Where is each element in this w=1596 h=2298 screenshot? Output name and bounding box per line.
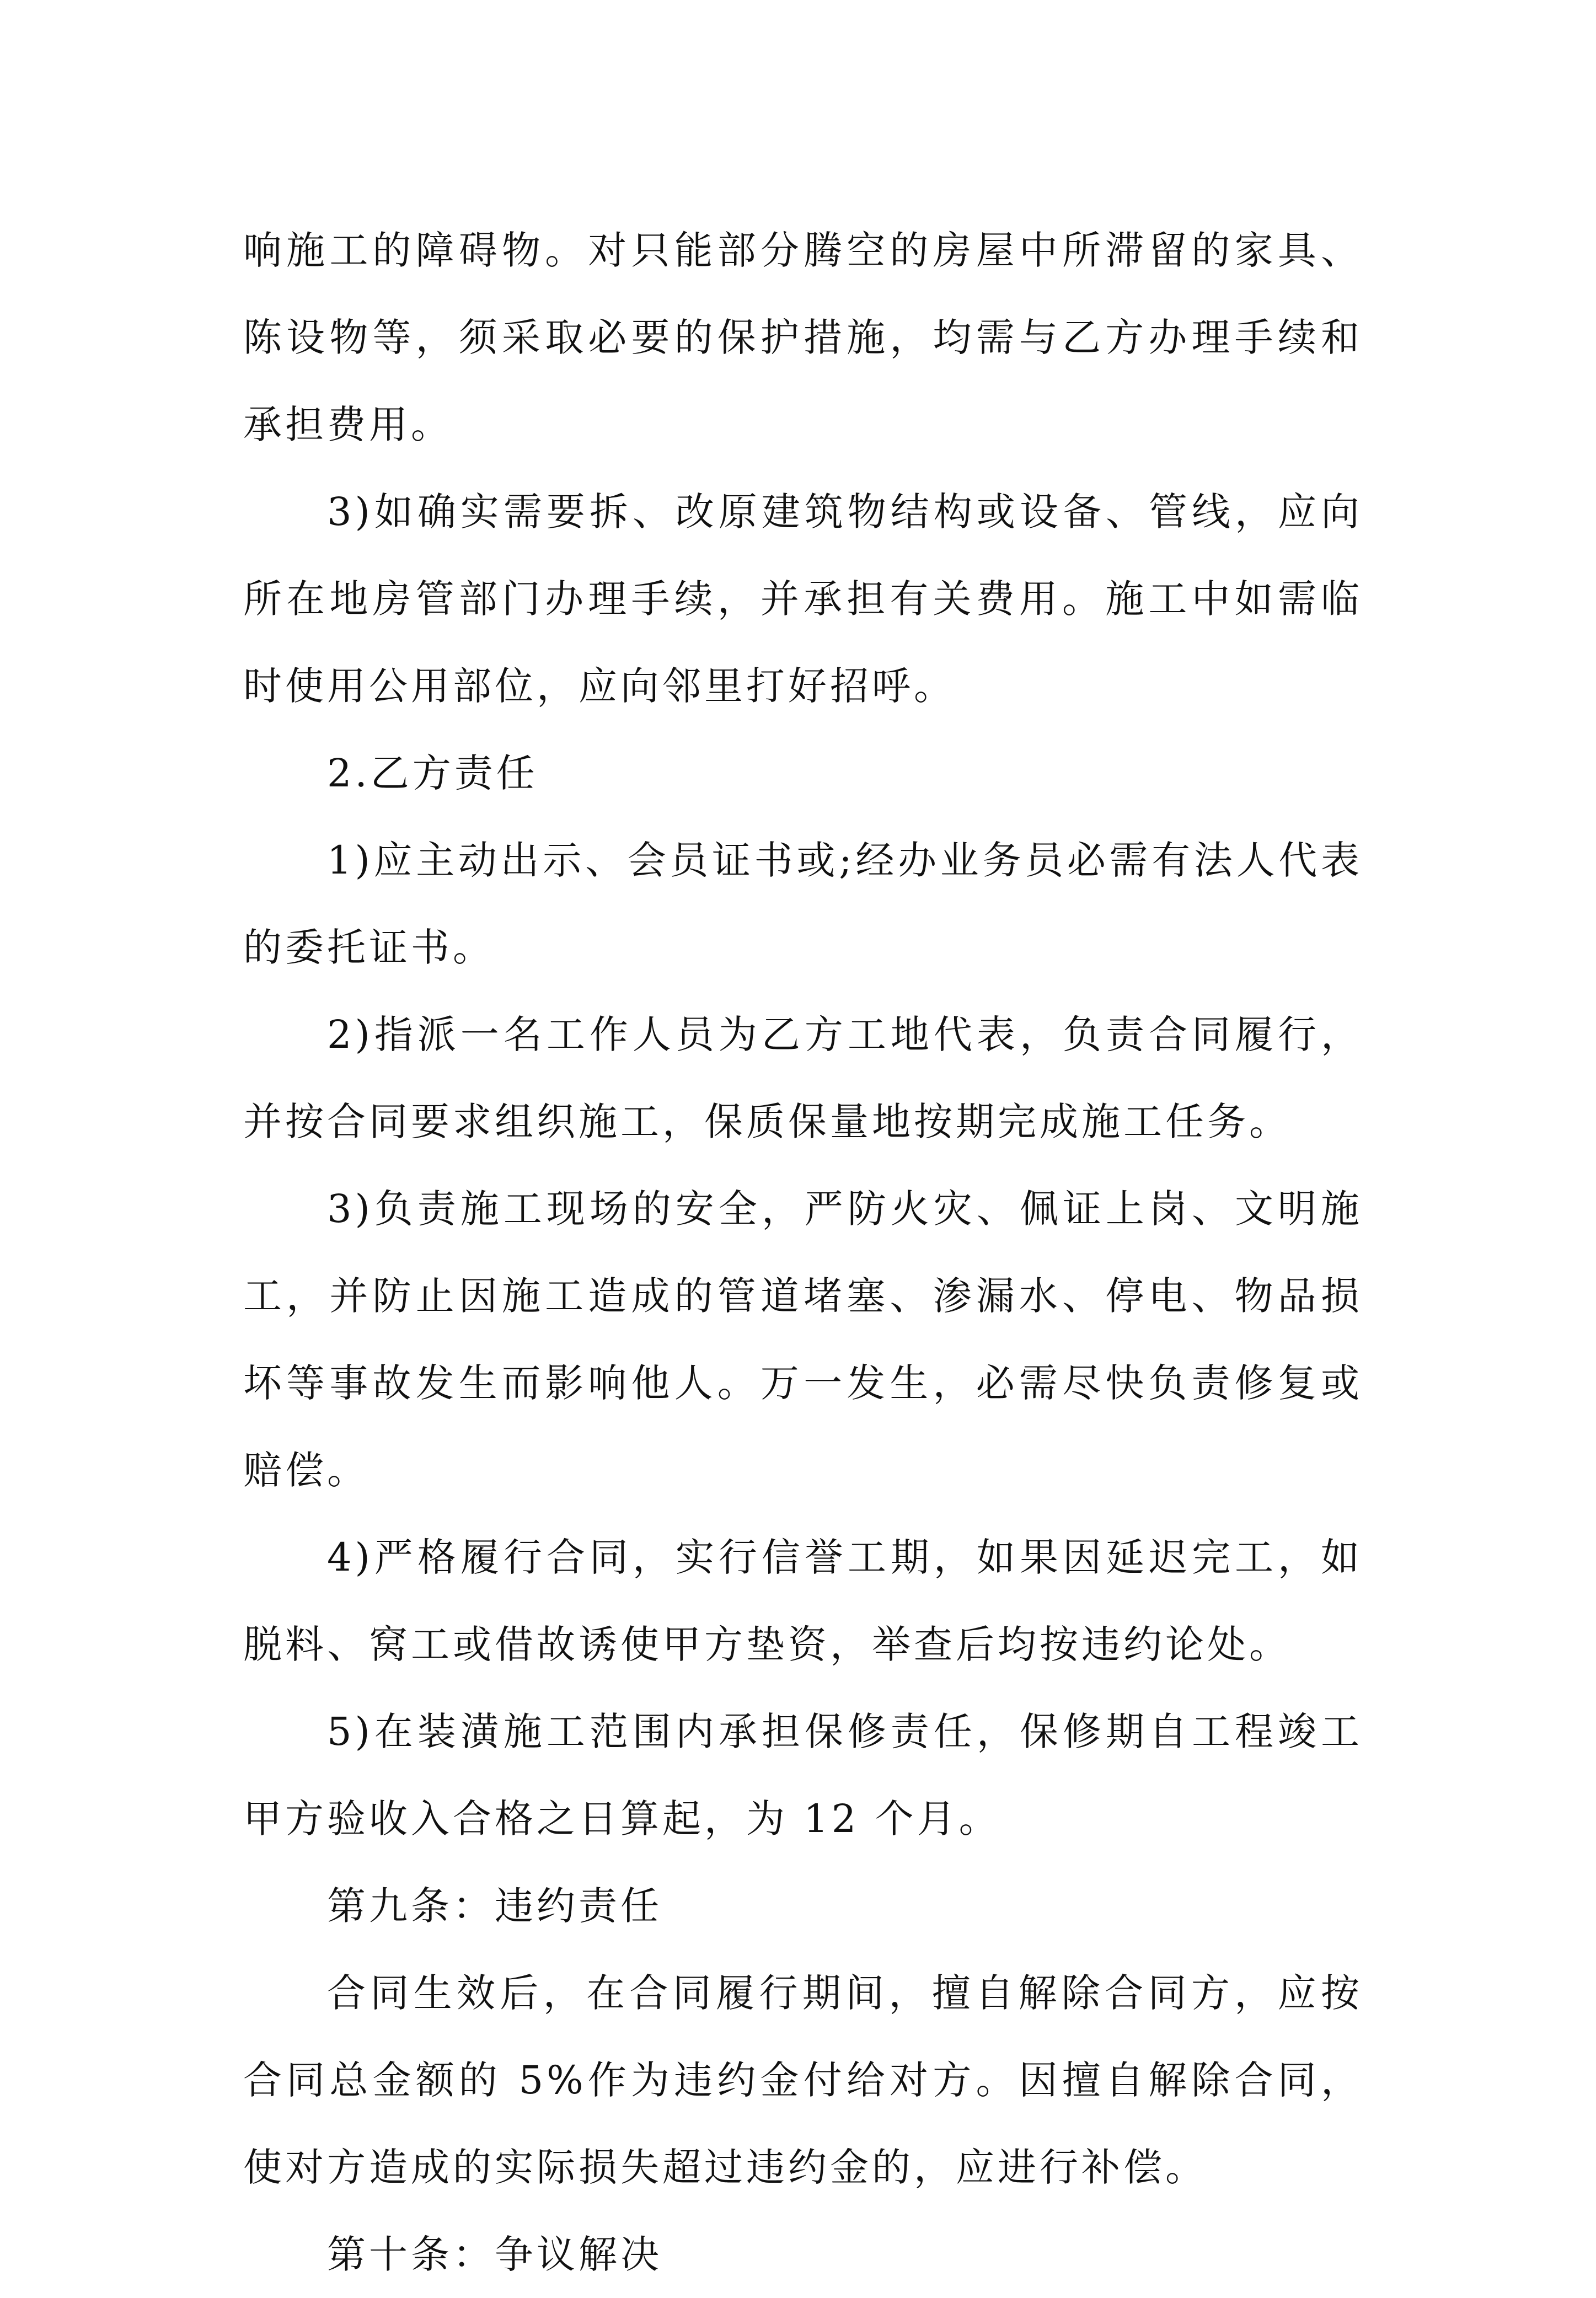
article-heading-10-dispute-resolution: 第十条：争议解决 xyxy=(327,2232,662,2277)
paragraph-obstacles-continued: 响施工的障碍物。对只能部分腾空的房屋中所滞留的家具、陈设物等，须采取必要的保护措施，均需与乙方办理手续和承担费用。 xyxy=(243,228,1363,447)
paragraph-breach-penalty: 合同生效后，在合同履行期间，擅自解除合同方，应按合同总金额的 5%作为违约金付给对方。因擅自解除合同，使对方造成的实际损失超过违约金的，应进行补偿。 xyxy=(243,1970,1363,2190)
paragraph-b-item-2: 2)指派一名工作人员为乙方工地代表，负责合同履行，并按合同要求组织施工，保质保量地按期完成施工任务。 xyxy=(243,1012,1363,1144)
paragraph-b-item-5: 5)在装潢施工范围内承担保修责任，保修期自工程竣工甲方验收入合格之日算起，为 12 个月。 xyxy=(243,1709,1363,1841)
section-heading-party-b-responsibility: 2.乙方责任 xyxy=(327,751,538,796)
paragraph-b-item-3: 3)负责施工现场的安全，严防火灾、佩证上岗、文明施工，并防止因施工造成的管道堵塞、渗漏水、停电、物品损坏等事故发生而影响他人。万一发生，必需尽快负责修复或赔偿。 xyxy=(243,1186,1363,1493)
paragraph-structure-modification: 3)如确实需要拆、改原建筑物结构或设备、管线，应向所在地房管部门办理手续，并承担有关费用。施工中如需临时使用公用部位，应向邻里打好招呼。 xyxy=(243,489,1363,709)
paragraph-b-item-1: 1)应主动出示、会员证书或;经办业务员必需有法人代表的委托证书。 xyxy=(243,838,1363,970)
article-heading-9-breach-liability: 第九条：违约责任 xyxy=(327,1883,662,1929)
paragraph-b-item-4: 4)严格履行合同，实行信誉工期，如果因延迟完工，如脱料、窝工或借故诱使甲方垫资，举查后均按违约论处。 xyxy=(243,1535,1363,1667)
document-body xyxy=(243,207,1363,2298)
